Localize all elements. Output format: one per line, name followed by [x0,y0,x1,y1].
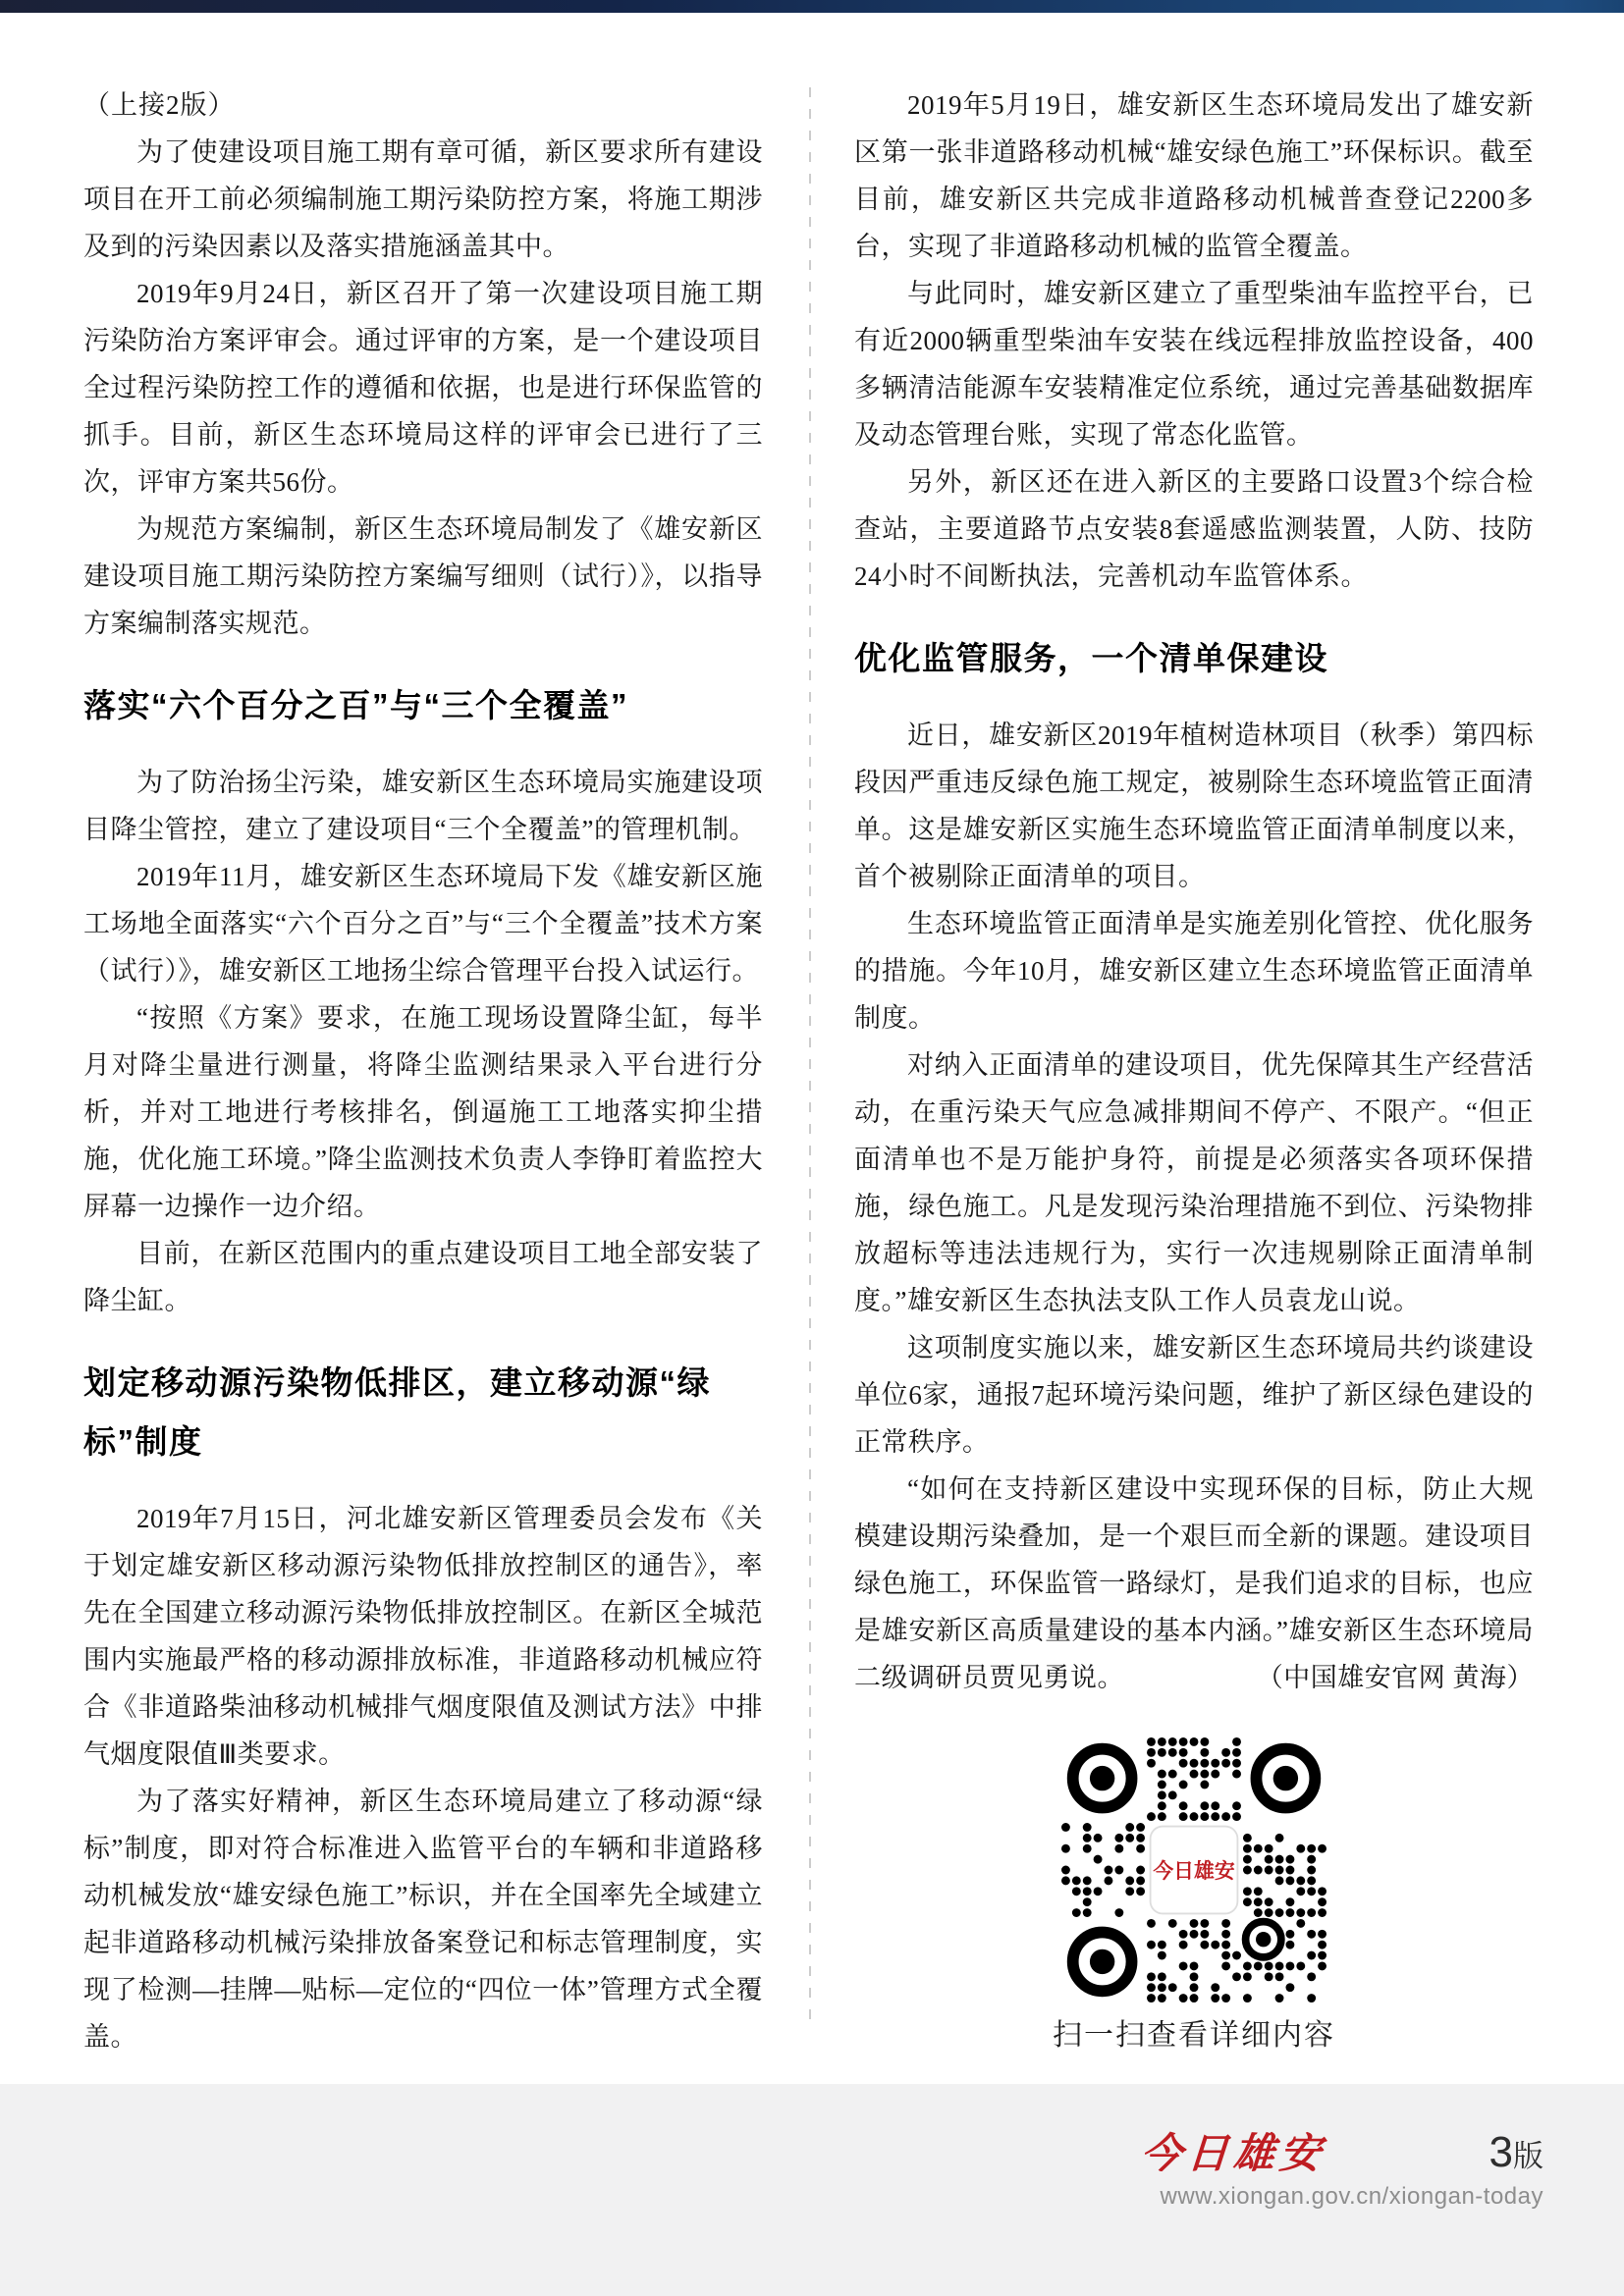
paragraph: 2019年11月，雄安新区生态环境局下发《雄安新区施工场地全面落实“六个百分之百”与“三个全覆盖”技术方案（试行）》，雄安新区工地扬尘综合管理平台投入试运行。 [83,862,763,986]
paragraph: 近日，雄安新区2019年植树造林项目（秋季）第四标段因严重违反绿色施工规定，被剔除生态环境监管正面清单。这是雄安新区实施生态环境监管正面清单制度以来，首个被剔除正面清单的项目。 [854,721,1534,891]
section-heading-dust-control: 落实“六个百分之百”与“三个全覆盖” [83,687,628,723]
footer-masthead [1139,2128,1543,2211]
paragraph: 2019年5月19日，雄安新区生态环境局发出了雄安新区第一张非道路移动机械“雄安绿色施工”环保标识。截至目前，雄安新区共完成非道路移动机械普查登记2200多台，实现了非道路移动机械的监管全覆盖。 [854,90,1534,261]
closing-paragraph [854,1466,1534,1701]
brand-logo: 今日雄安 [1139,2129,1327,2177]
page-number: 3版 [1489,2128,1543,2176]
qr-code [854,1736,1534,2008]
column-divider [809,87,811,2031]
left-column [83,81,763,2060]
paragraph: 为了防治扬尘污染，雄安新区生态环境局实施建设项目降尘管控，建立了建设项目“三个全覆盖”的管理机制。 [83,768,763,844]
site-url: www.xiongan.gov.cn/xiongan-today [1160,2183,1543,2210]
dust-paragraphs [83,759,763,1324]
paragraph: “按照《方案》要求，在施工现场设置降尘缸，每半月对降尘量进行测量，将降尘监测结果录入平台进行分析，并对工地进行考核排名，倒逼施工工地落实抑尘措施，优化施工环境。”降尘监测技术负责人李铮盯着监控大屏幕一边操作一边介绍。 [83,1003,763,1221]
top-banner [0,0,1624,13]
paragraph: 另外，新区还在进入新区的主要路口设置3个综合检查站，主要道路节点安装8套遥感监测装置，人防、技防24小时不间断执法，完善机动车监管体系。 [854,467,1534,591]
continuation-note: （上接2版） [83,90,236,120]
page-footer [0,2084,1624,2296]
mobile-source-paragraphs [83,1495,763,2060]
vehicle-monitor-paragraphs [854,81,1534,600]
qr-center-label: 今日雄安 [1153,1858,1235,1884]
qr-caption: 扫一扫查看详细内容 [1053,2019,1335,2052]
section-heading-mobile-source: 划定移动源污染物低排区，建立移动源“绿标”制度 [83,1364,711,1460]
paragraph: 与此同时，雄安新区建立了重型柴油车监控平台，已有近2000辆重型柴油车安装在线远程排放监控设备，400多辆清洁能源车安装精准定位系统，通过完善基础数据库及动态管理台账，实现了常态化监管。 [854,279,1534,450]
paragraph: 为了使建设项目施工期有章可循，新区要求所有建设项目在开工前必须编制施工期污染防控方案，将施工期涉及到的污染因素以及落实措施涵盖其中。 [83,137,763,261]
qr-block [854,1736,1534,2057]
paragraph: 2019年7月15日，河北雄安新区管理委员会发布《关于划定雄安新区移动源污染物低排放控制区的通告》，率先在全国建立移动源污染物低排放控制区。在新区全城范围内实施最严格的移动源排放标准，非道路移动机械应符合《非道路柴油移动机械排气烟度限值及测试方法》中排气烟度限值Ⅲ类要求。 [83,1504,763,1769]
paragraph: 这项制度实施以来，雄安新区生态环境局共约谈建设单位6家，通报7起环境污染问题，维护了新区绿色建设的正常秩序。 [854,1333,1534,1457]
paragraph: 为规范方案编制，新区生态环境局制发了《雄安新区建设项目施工期污染防控方案编写细则（试行）》，以指导方案编制落实规范。 [83,514,763,638]
right-column [854,81,1534,2060]
section-heading-service-list: 优化监管服务，一个清单保建设 [854,640,1328,676]
paragraph: 为了落实好精神，新区生态环境局建立了移动源“绿标”制度，即对符合标准进入监管平台的车辆和非道路移动机械发放“雄安绿色施工”标识，并在全国率先全域建立起非道路移动机械污染排放备案登记和标志管理制度，实现了检测—挂牌—贴标—定位的“四位一体”管理方式全覆盖。 [83,1787,763,2052]
paragraph: 2019年9月24日，新区召开了第一次建设项目施工期污染防治方案评审会。通过评审的方案，是一个建设项目全过程污染防控工作的遵循和依据，也是进行环保监管的抓手。目前，新区生态环境局这样的评审会已进行了三次，评审方案共56份。 [83,279,763,497]
byline-attribution: （中国雄安官网 黄海） [1256,1663,1534,1692]
paragraph: 对纳入正面清单的建设项目，优先保障其生产经营活动，在重污染天气应急减排期间不停产、不限产。“但正面清单也不是万能护身符，前提是必须落实各项环保措施，绿色施工。凡是发现污染治理措施不到位、污染物排放超标等违法违规行为，实行一次违规剔除正面清单制度。”雄安新区生态执法支队工作人员袁龙山说。 [854,1050,1534,1315]
left-intro-paragraphs [83,129,763,647]
positive-list-paragraphs [854,712,1534,1466]
closing-text: “如何在支持新区建设中实现环保的目标，防止大规模建设期污染叠加，是一个艰巨而全新的课题。建设项目绿色施工，环保监管一路绿灯，是我们追求的目标，也应是雄安新区高质量建设的基本内涵。”雄安新区生态环境局二级调研员贾见勇说。 [854,1474,1534,1692]
paragraph: 目前，在新区范围内的重点建设项目工地全部安装了降尘缸。 [83,1239,763,1315]
article-body [0,13,1624,2060]
paragraph: 生态环境监管正面清单是实施差别化管控、优化服务的措施。今年10月，雄安新区建立生态环境监管正面清单制度。 [854,909,1534,1033]
